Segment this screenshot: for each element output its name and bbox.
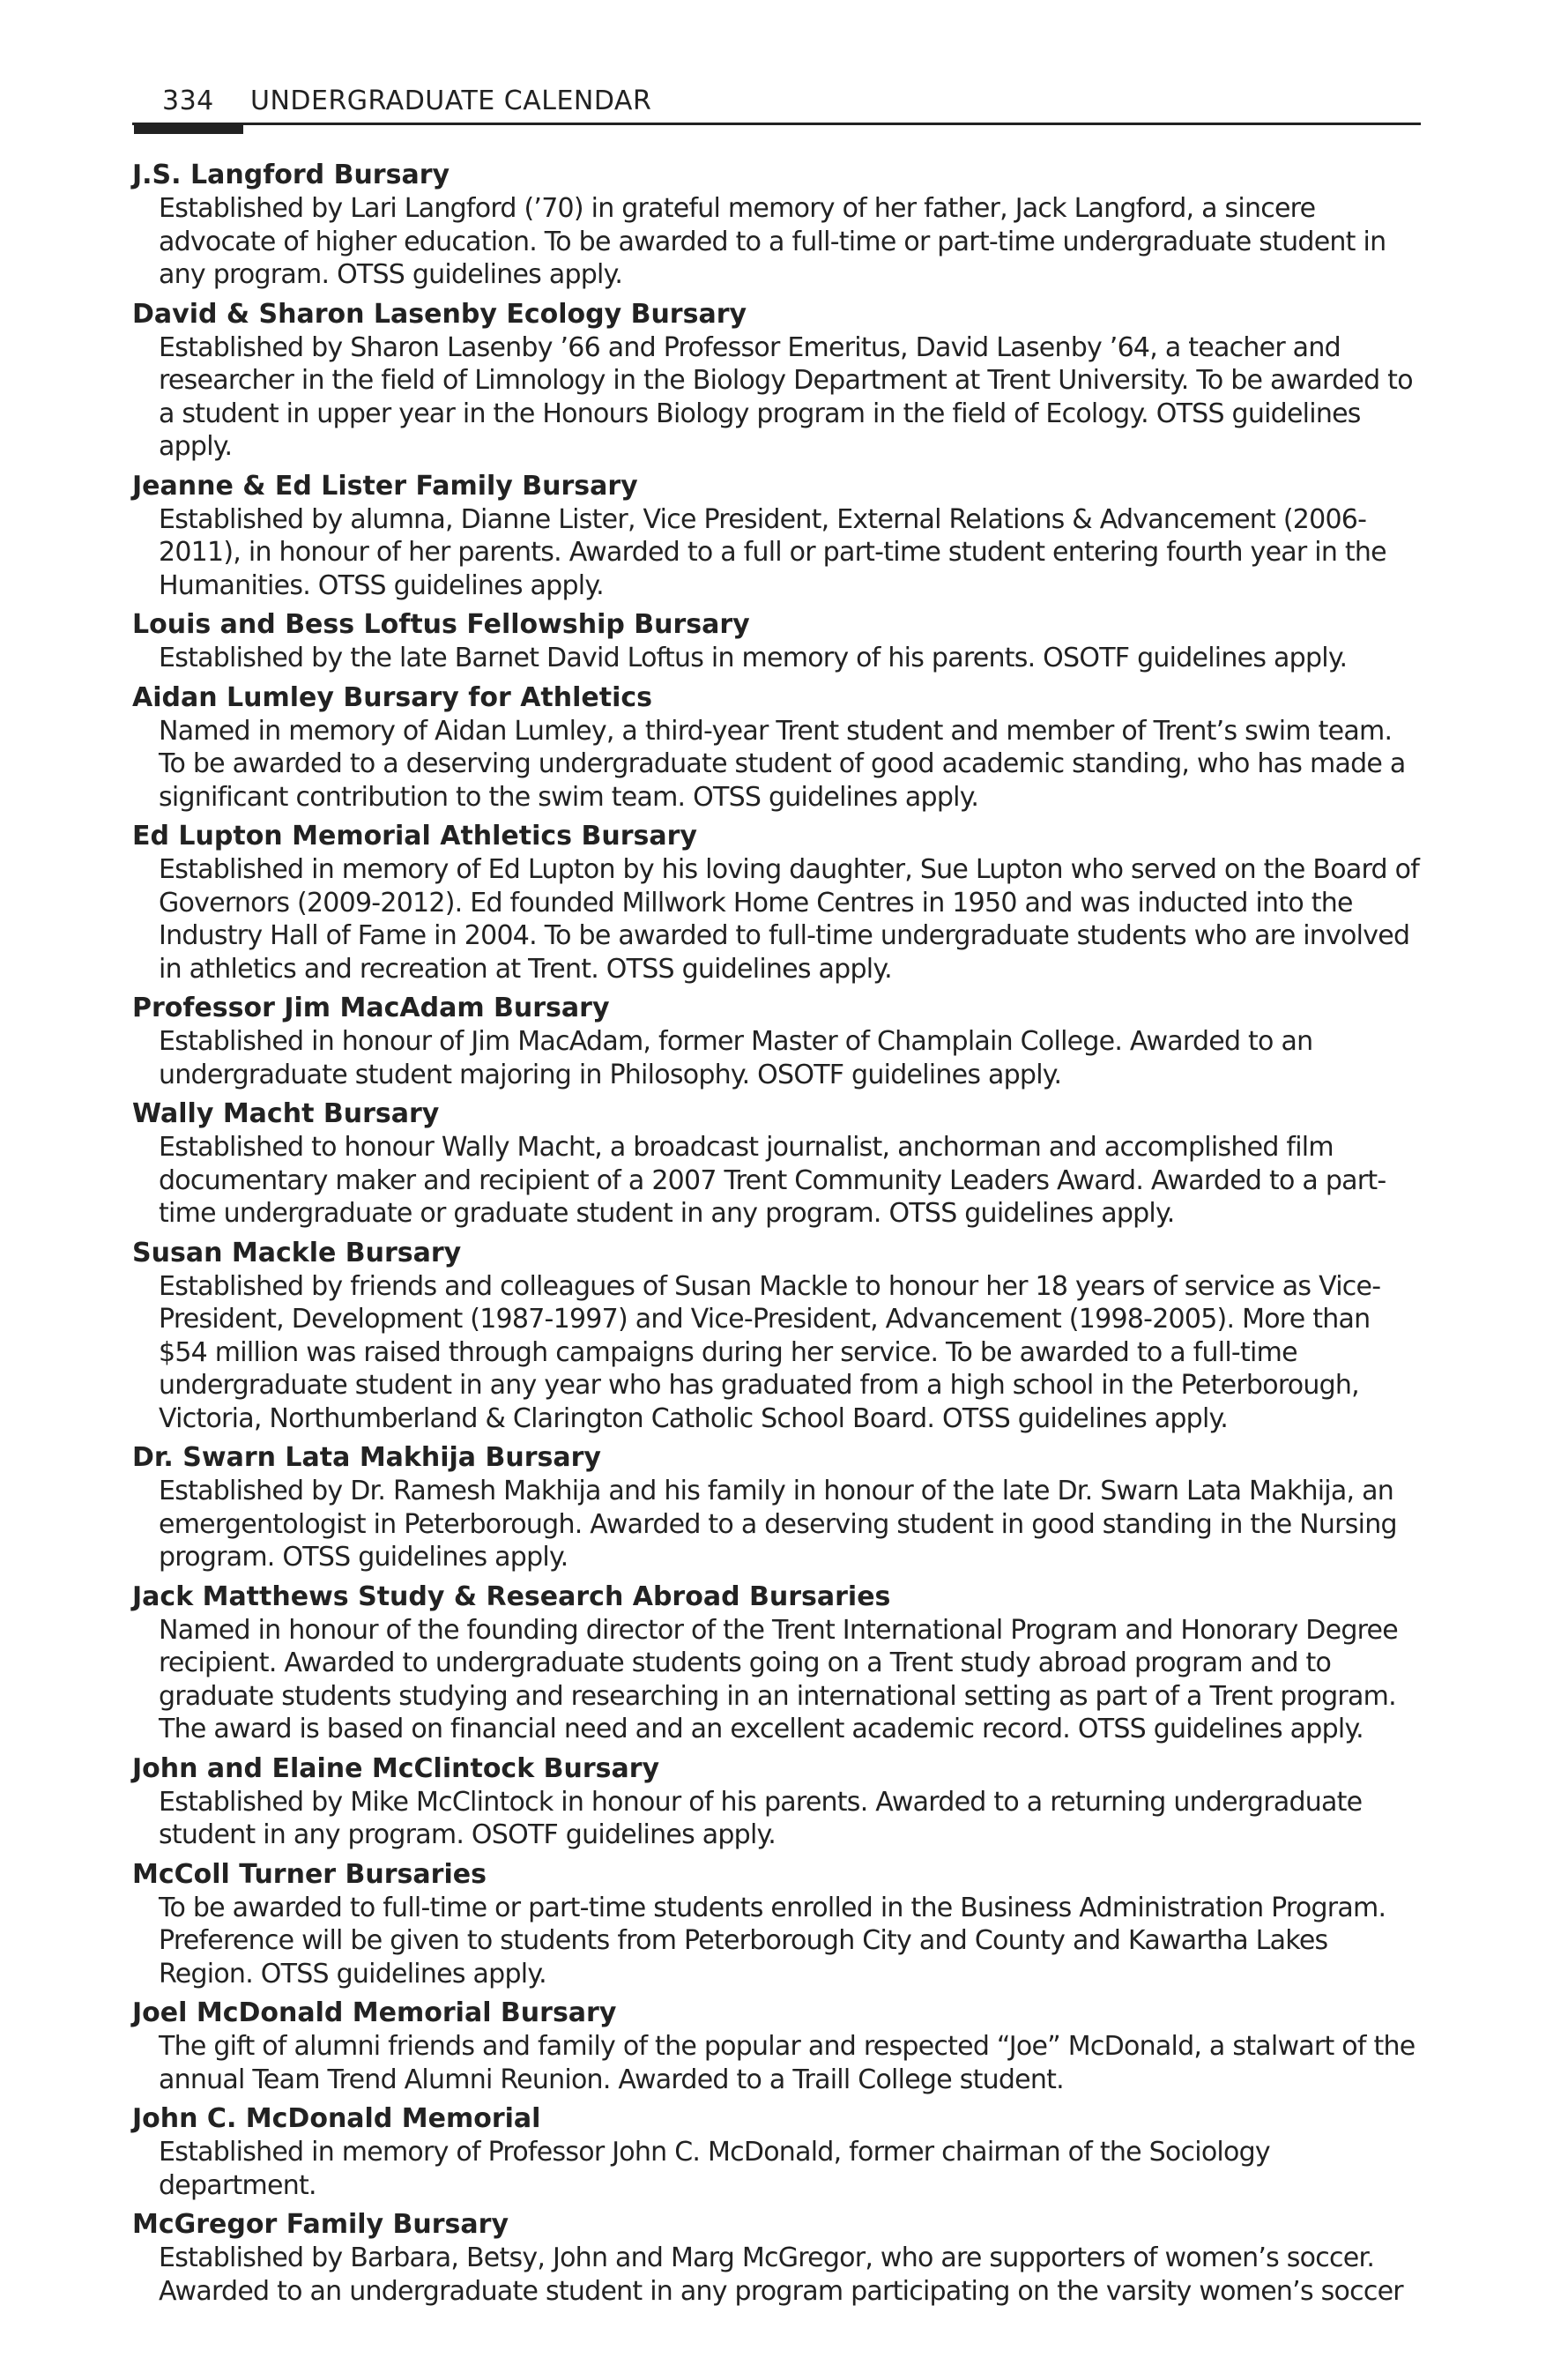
section-title: UNDERGRADUATE CALENDAR: [250, 86, 652, 116]
bursary-entry: [132, 1858, 1421, 1991]
bursary-description: Established by the late Barnet David Loftus in memory of his parents. OSOTF guidelines apply.: [159, 643, 1348, 673]
bursary-title: Dr. Swarn Lata Makhija Bursary: [132, 1442, 601, 1473]
bursary-title: McGregor Family Bursary: [132, 2209, 509, 2240]
bursary-description: Established in memory of Professor John C. McDonald, former chairman of the Sociology department.: [159, 2137, 1270, 2201]
page-header: [132, 76, 1421, 136]
bursary-entry: [132, 1580, 1421, 1746]
bursary-list: [132, 159, 1421, 2314]
bursary-entry: [132, 2102, 1421, 2202]
bursary-description: Established by Barbara, Betsy, John and Marg McGregor, who are supporters of women’s soccer. Awarded to an undergraduate student in any program participating on the varsity women’s soccer: [159, 2242, 1403, 2307]
bursary-title: Jeanne & Ed Lister Family Bursary: [132, 470, 638, 502]
bursary-entry: [132, 992, 1421, 1091]
bursary-description: Established by friends and colleagues of Susan Mackle to honour her 18 years of service as Vice-President, Development (1987-1997) and Vice-President, Advancement (1998-2005). More than $54 million was raised through campaigns during her service. To be awarded to a full-time undergraduate student in any year who has graduated from a high school in the Peterborough, Victoria, Northumberland & Clarington Catholic School Board. OTSS guidelines apply.: [159, 1270, 1381, 1434]
bursary-title: John C. McDonald Memorial: [132, 2103, 541, 2134]
bursary-entry: [132, 1237, 1421, 1436]
bursary-description: Established by Mike McClintock in honour of his parents. Awarded to a returning undergraduate student in any program. OSOTF guidelines apply.: [159, 1786, 1363, 1850]
bursary-description: Established by alumna, Dianne Lister, Vice President, External Relations & Advancement (2006-2011), in honour of her parents. Awarded to a full or part-time student entering fourth year in the Humanities. OTSS guidelines apply.: [159, 503, 1386, 601]
bursary-entry: [132, 159, 1421, 292]
bursary-description: Established by Lari Langford (’70) in grateful memory of her father, Jack Langford, a sincere advocate of higher education. To be awarded to a full-time or part-time undergraduate student in any program. OTSS guidelines apply.: [159, 193, 1386, 290]
bursary-title: Aidan Lumley Bursary for Athletics: [132, 681, 653, 713]
bursary-description: Established by Sharon Lasenby ’66 and Professor Emeritus, David Lasenby ’64, a teacher and researcher in the field of Limnology in the Biology Department at Trent University. To be awarded to a student in upper year in the Honours Biology program in the field of Ecology. OTSS guidelines apply.: [159, 331, 1413, 462]
bursary-title: Ed Lupton Memorial Athletics Bursary: [132, 821, 697, 852]
running-head: [162, 86, 651, 116]
bursary-title: McColl Turner Bursaries: [132, 1858, 487, 1890]
bursary-title: John and Elaine McClintock Bursary: [132, 1752, 660, 1784]
bursary-description: Established by Dr. Ramesh Makhija and his family in honour of the late Dr. Swarn Lata Makhija, an emergentologist in Peterborough. Awarded to a deserving student in good standing in the Nursing program. OTSS guidelines apply.: [159, 1476, 1397, 1573]
bursary-description: Established in honour of Jim MacAdam, former Master of Champlain College. Awarded to an undergraduate student majoring in Philosophy. OSOTF guidelines apply.: [159, 1026, 1313, 1090]
header-rule: [132, 123, 1421, 125]
header-tab-bar: [134, 123, 243, 134]
bursary-title: Professor Jim MacAdam Bursary: [132, 993, 610, 1023]
bursary-entry: [132, 681, 1421, 814]
bursary-title: David & Sharon Lasenby Ecology Bursary: [132, 298, 747, 330]
bursary-entry: [132, 820, 1421, 985]
bursary-description: To be awarded to full-time or part-time students enrolled in the Business Administration Program. Preference will be given to students from Peterborough City and County and Kawartha Lakes Region. OTSS guidelines apply.: [159, 1892, 1386, 1990]
bursary-entry: [132, 1097, 1421, 1231]
bursary-title: Susan Mackle Bursary: [132, 1237, 462, 1268]
bursary-entry: [132, 1441, 1421, 1574]
bursary-title: J.S. Langford Bursary: [132, 160, 450, 190]
bursary-description: Established in memory of Ed Lupton by his loving daughter, Sue Lupton who served on the Board of Governors (2009-2012). Ed founded Millwork Home Centres in 1950 and was inducted into the Industry Hall of Fame in 2004. To be awarded to full-time undergraduate students who are involved in athletics and recreation at Trent. OTSS guidelines apply.: [159, 854, 1420, 985]
bursary-description: Established to honour Wally Macht, a broadcast journalist, anchorman and accomplished film documentary maker and recipient of a 2007 Trent Community Leaders Award. Awarded to a part-time undergraduate or graduate student in any program. OTSS guidelines apply.: [159, 1132, 1386, 1229]
page-number: 334: [162, 86, 214, 116]
bursary-description: Named in memory of Aidan Lumley, a third-year Trent student and member of Trent’s swim team. To be awarded to a deserving undergraduate student of good academic standing, who has made a significant contribution to the swim team. OTSS guidelines apply.: [159, 715, 1406, 813]
bursary-entry: [132, 1752, 1421, 1852]
bursary-entry: [132, 2208, 1421, 2308]
bursary-entry: [132, 298, 1421, 464]
bursary-description: The gift of alumni friends and family of the popular and respected “Joe” McDonald, a stalwart of the annual Team Trend Alumni Reunion. Awarded to a Traill College student.: [159, 2031, 1416, 2095]
bursary-title: Joel McDonald Memorial Bursary: [132, 1997, 617, 2028]
bursary-title: Jack Matthews Study & Research Abroad Bursaries: [132, 1580, 891, 1612]
bursary-entry: [132, 1997, 1421, 2096]
bursary-title: Wally Macht Bursary: [132, 1098, 440, 1129]
bursary-description: Named in honour of the founding director of the Trent International Program and Honorary Degree recipient. Awarded to undergraduate students going on a Trent study abroad program and to graduate students studying and researching in an international setting as part of a Trent program. The award is based on financial need and an excellent academic record. OTSS guidelines apply.: [159, 1614, 1398, 1744]
bursary-entry: [132, 608, 1421, 675]
bursary-entry: [132, 470, 1421, 603]
bursary-title: Louis and Bess Loftus Fellowship Bursary: [132, 609, 750, 640]
